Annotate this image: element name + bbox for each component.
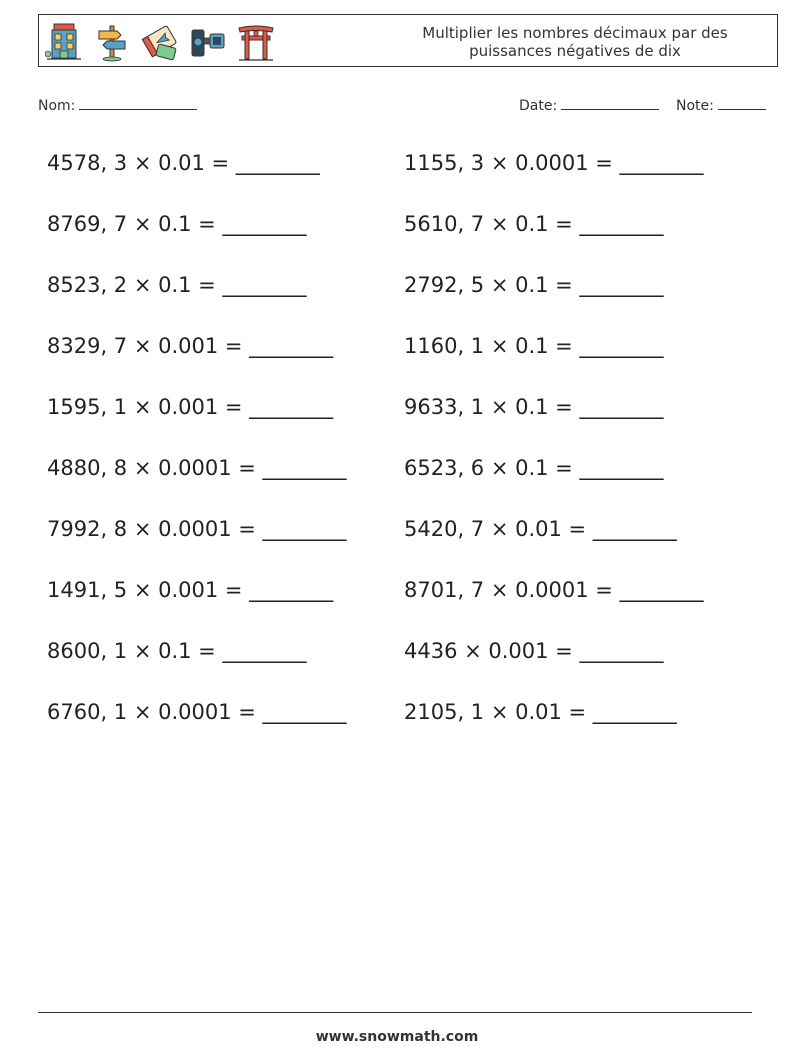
problem-item: 4880, 8 × 0.0001 = ________ bbox=[47, 456, 347, 480]
name-label: Nom: bbox=[38, 98, 76, 114]
date-blank[interactable] bbox=[561, 95, 659, 110]
problem-item: 1160, 1 × 0.1 = ________ bbox=[404, 334, 664, 358]
problem-item: 2792, 5 × 0.1 = ________ bbox=[404, 273, 664, 297]
problem-row bbox=[47, 392, 747, 453]
problem-item: 8329, 7 × 0.001 = ________ bbox=[47, 334, 334, 358]
problem-row bbox=[47, 270, 747, 331]
building-icon bbox=[45, 22, 83, 62]
problem-row bbox=[47, 331, 747, 392]
problem-row bbox=[47, 514, 747, 575]
title-line-1: Multiplier les nombres décimaux par des bbox=[422, 24, 728, 42]
footer-site-link[interactable]: www.snowmath.com bbox=[315, 1029, 479, 1045]
problem-item: 9633, 1 × 0.1 = ________ bbox=[404, 395, 664, 419]
problem-row bbox=[47, 575, 747, 636]
problem-item: 5420, 7 × 0.01 = ________ bbox=[404, 517, 677, 541]
problem-item: 5610, 7 × 0.1 = ________ bbox=[404, 212, 664, 236]
problem-item: 4578, 3 × 0.01 = ________ bbox=[47, 151, 320, 175]
score-blank[interactable] bbox=[718, 95, 766, 110]
problem-item: 6523, 6 × 0.1 = ________ bbox=[404, 456, 664, 480]
travel-tickets-icon bbox=[141, 22, 179, 62]
title-line-2: puissances négatives de dix bbox=[469, 42, 681, 60]
problem-item: 8523, 2 × 0.1 = ________ bbox=[47, 273, 307, 297]
score-label: Note: bbox=[676, 98, 714, 114]
name-blank[interactable] bbox=[79, 95, 197, 110]
problem-item: 8701, 7 × 0.0001 = ________ bbox=[404, 578, 704, 602]
problem-row bbox=[47, 209, 747, 270]
problem-item: 7992, 8 × 0.0001 = ________ bbox=[47, 517, 347, 541]
score-field[interactable] bbox=[676, 95, 766, 114]
name-field[interactable] bbox=[38, 95, 197, 114]
signpost-icon bbox=[93, 22, 131, 62]
problem-row bbox=[47, 697, 747, 758]
problem-item: 8600, 1 × 0.1 = ________ bbox=[47, 639, 307, 663]
problem-item: 6760, 1 × 0.0001 = ________ bbox=[47, 700, 347, 724]
footer-divider bbox=[38, 1012, 752, 1013]
header-icons bbox=[45, 21, 275, 63]
problem-item: 1491, 5 × 0.001 = ________ bbox=[47, 578, 334, 602]
worksheet-title bbox=[395, 24, 755, 60]
worksheet-header bbox=[38, 14, 778, 67]
problem-row bbox=[47, 636, 747, 697]
date-label: Date: bbox=[519, 98, 558, 114]
date-field[interactable] bbox=[519, 95, 659, 114]
problem-item: 4436 × 0.001 = ________ bbox=[404, 639, 664, 663]
problem-row bbox=[47, 453, 747, 514]
problem-item: 8769, 7 × 0.1 = ________ bbox=[47, 212, 307, 236]
problem-item: 1595, 1 × 0.001 = ________ bbox=[47, 395, 334, 419]
problem-item: 1155, 3 × 0.0001 = ________ bbox=[404, 151, 704, 175]
problem-item: 2105, 1 × 0.01 = ________ bbox=[404, 700, 677, 724]
camcorder-icon bbox=[189, 22, 227, 62]
problem-grid bbox=[47, 148, 747, 758]
problem-row bbox=[47, 148, 747, 209]
torii-gate-icon bbox=[237, 22, 275, 62]
